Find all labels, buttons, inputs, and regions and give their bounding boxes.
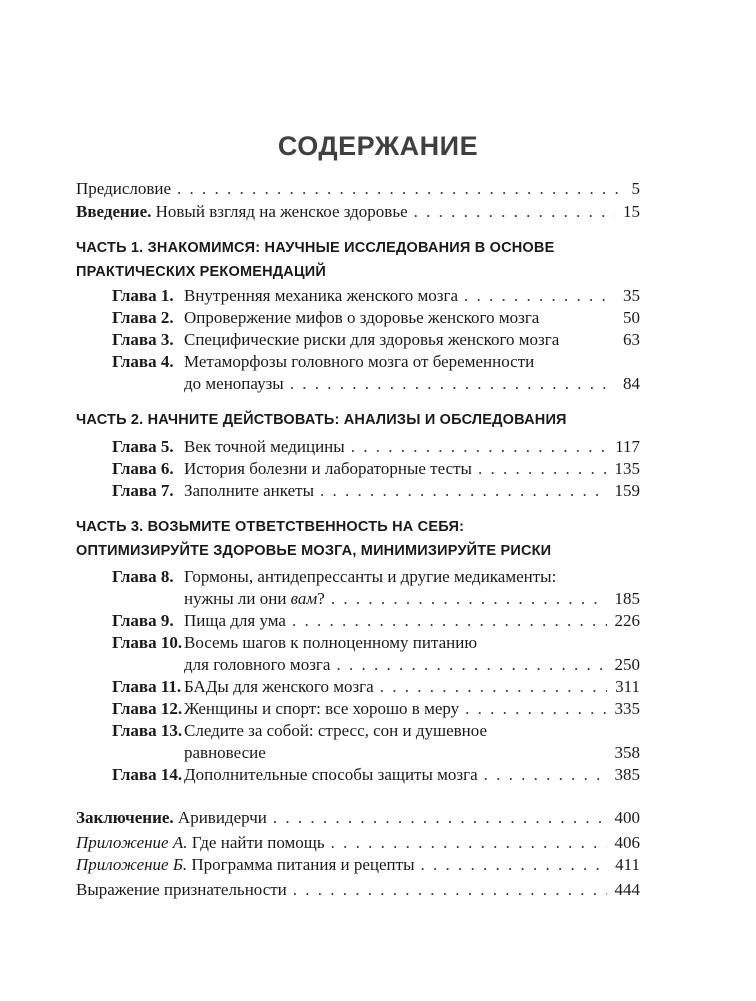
page-number: 335: [614, 699, 640, 718]
entry-title[interactable]: Метаморфозы головного мозга от беременности: [184, 352, 535, 371]
chapter-number: Глава 8.: [112, 567, 174, 586]
toc-entry-chapter-8[interactable]: [184, 588, 640, 610]
entry-title: [76, 832, 325, 854]
page-number: 226: [614, 611, 640, 630]
entry-title-continued: равновесие: [184, 743, 266, 762]
chapter-number: Глава 3.: [112, 330, 174, 349]
entry-title-continued: для головного мозга: [184, 655, 331, 674]
page-number: 135: [614, 459, 640, 478]
toc-entry-chapter-11[interactable]: [184, 676, 640, 698]
chapter-number: Глава 7.: [112, 481, 174, 500]
page-number: 444: [614, 880, 640, 899]
part-1-heading[interactable]: [76, 236, 636, 284]
page-number: 358: [614, 743, 640, 762]
chapter-number: Глава 13.: [112, 721, 183, 740]
entry-title: Женщины и спорт: все хорошо в меру: [184, 699, 460, 718]
entry-subtitle: Где найти помощь: [191, 833, 325, 852]
entry-title: Опровержение мифов о здоровье женского мозга: [184, 308, 540, 327]
toc-entry-introduction[interactable]: [76, 201, 640, 223]
toc-entry-chapter-1[interactable]: [184, 285, 640, 307]
dot-leader: [380, 676, 607, 698]
entry-title-continued: [184, 588, 325, 610]
entry-title[interactable]: Следите за собой: стресс, сон и душевное: [184, 721, 488, 740]
page-number: 84: [623, 374, 640, 393]
entry-title: История болезни и лабораторные тесты: [184, 459, 472, 478]
page-number: 311: [615, 677, 640, 696]
page-number: 159: [614, 481, 640, 500]
page-number: 250: [614, 655, 640, 674]
toc-entry-conclusion[interactable]: [76, 807, 640, 829]
part-2-heading[interactable]: [76, 408, 636, 432]
entry-italic-label: Приложение А.: [76, 833, 188, 852]
toc-entry-chapter-10[interactable]: [184, 654, 640, 676]
entry-title: Заполните анкеты: [184, 481, 314, 500]
chapter-number: Глава 11.: [112, 677, 182, 696]
dot-leader: [273, 807, 607, 829]
entry-text: ?: [317, 589, 325, 608]
chapter-number: Глава 6.: [112, 459, 174, 478]
chapter-number: Глава 2.: [112, 308, 174, 327]
dot-leader: [331, 832, 607, 854]
toc-entry-acknowledgements[interactable]: [76, 879, 640, 901]
dot-leader: [421, 854, 608, 876]
entry-italic-text: вам: [290, 589, 318, 608]
page-number: 50: [623, 308, 640, 327]
chapter-number: Глава 14.: [112, 765, 183, 784]
toc-entry-appendix-a[interactable]: [76, 832, 640, 854]
toc-entry-preface[interactable]: [76, 178, 640, 200]
entry-title: Предисловие: [76, 179, 172, 198]
dot-leader: [292, 610, 607, 632]
chapter-number: Глава 10.: [112, 633, 183, 652]
entry-bold-label: Заключение.: [76, 808, 174, 827]
entry-subtitle: Аривидерчи: [177, 808, 267, 827]
page-number: 406: [614, 833, 640, 852]
dot-leader: [351, 436, 607, 458]
dot-leader: [290, 373, 615, 395]
chapter-number: Глава 12.: [112, 699, 183, 718]
dot-leader: [478, 458, 607, 480]
toc-entry-chapter-5[interactable]: [184, 436, 640, 458]
page-number: 385: [614, 765, 640, 784]
entry-subtitle: Программа питания и рецепты: [191, 855, 415, 874]
toc-entry-chapter-14[interactable]: [184, 764, 640, 786]
dot-leader: [414, 201, 615, 223]
toc-entry-chapter-9[interactable]: [184, 610, 640, 632]
entry-title: Век точной медицины: [184, 437, 345, 456]
dot-leader: [320, 480, 607, 502]
entry-title: [76, 807, 267, 829]
dot-leader: [464, 285, 615, 307]
entry-italic-label: Приложение Б.: [76, 855, 188, 874]
part-heading-line: ОПТИМИЗИРУЙТЕ ЗДОРОВЬЕ МОЗГА, МИНИМИЗИРУЙТЕ РИСКИ: [76, 543, 552, 559]
toc-entry-appendix-b[interactable]: [76, 854, 640, 876]
chapter-number: Глава 9.: [112, 611, 174, 630]
toc-entry-chapter-12[interactable]: [184, 698, 640, 720]
entry-subtitle: Новый взгляд на женское здоровье: [155, 202, 408, 221]
toc-entry-chapter-13[interactable]: [184, 742, 640, 764]
page-number: 411: [615, 855, 640, 874]
toc-entry-chapter-6[interactable]: [184, 458, 640, 480]
page-number: 15: [623, 202, 640, 221]
entry-title: Специфические риски для здоровья женского мозга: [184, 330, 560, 349]
page-number: 63: [623, 330, 640, 349]
page-number: 5: [631, 179, 640, 198]
part-3-heading[interactable]: [76, 515, 636, 563]
entry-title-continued: до менопаузы: [184, 374, 284, 393]
part-heading-line: ЧАСТЬ 3. ВОЗЬМИТЕ ОТВЕТСТВЕННОСТЬ НА СЕБЯ:: [76, 519, 465, 535]
chapter-number: Глава 1.: [112, 286, 174, 305]
dot-leader: [336, 654, 606, 676]
entry-title[interactable]: Восемь шагов к полноценному питанию: [184, 633, 478, 652]
entry-title: Пища для ума: [184, 611, 286, 630]
part-heading-line: ЧАСТЬ 2. НАЧНИТЕ ДЕЙСТВОВАТЬ: АНАЛИЗЫ И ОБСЛЕДОВАНИЯ: [76, 412, 567, 428]
entry-text: нужны ли они: [184, 589, 291, 608]
dot-leader: [293, 879, 607, 901]
entry-title[interactable]: Гормоны, антидепрессанты и другие медикаменты:: [184, 567, 557, 586]
part-heading-line: ЧАСТЬ 1. ЗНАКОМИМСЯ: НАУЧНЫЕ ИССЛЕДОВАНИЯ В ОСНОВЕ: [76, 240, 555, 256]
page-title: СОДЕРЖАНИЕ: [277, 131, 479, 161]
chapter-number: Глава 4.: [112, 352, 174, 371]
page-number: 117: [615, 437, 640, 456]
dot-leader: [465, 698, 606, 720]
dot-leader: [484, 764, 607, 786]
chapter-number: Глава 5.: [112, 437, 174, 456]
entry-title: Выражение признательности: [76, 880, 287, 899]
toc-entry-chapter-3[interactable]: [184, 329, 640, 351]
page-number: 35: [623, 286, 640, 305]
entry-bold-label: Введение.: [76, 202, 152, 221]
dot-leader: [177, 178, 623, 200]
entry-title: Дополнительные способы защиты мозга: [184, 765, 478, 784]
toc-entry-chapter-4[interactable]: [184, 373, 640, 395]
part-heading-line: ПРАКТИЧЕСКИХ РЕКОМЕНДАЦИЙ: [76, 264, 327, 280]
toc-entry-chapter-2[interactable]: [184, 307, 640, 329]
entry-title: БАДы для женского мозга: [184, 677, 374, 696]
entry-title: Внутренняя механика женского мозга: [184, 286, 458, 305]
toc-entry-chapter-7[interactable]: [184, 480, 640, 502]
entry-title: [76, 201, 408, 223]
page-number: 185: [614, 589, 640, 608]
page-number: 400: [614, 808, 640, 827]
entry-title: [76, 854, 415, 876]
dot-leader: [331, 588, 607, 610]
